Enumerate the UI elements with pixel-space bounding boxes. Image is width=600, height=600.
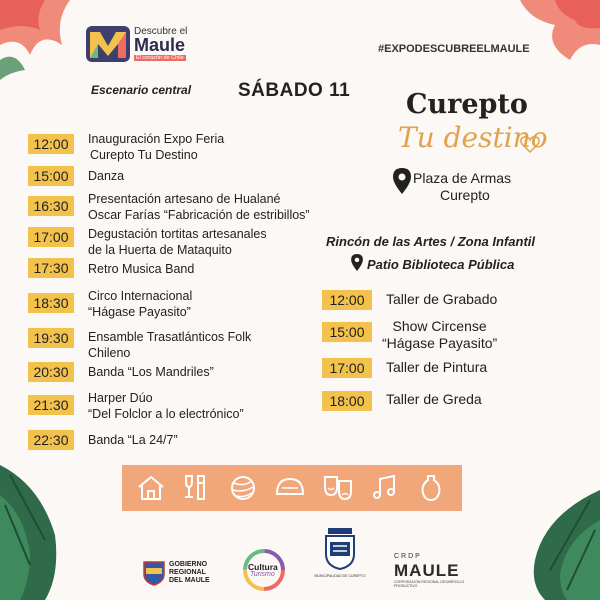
rincon-event-line: Taller de Grabado [386,291,498,307]
schedule-time: 18:30 [28,293,74,313]
schedule-event [88,261,194,277]
schedule-event-line: Harper Dúo [88,391,153,405]
schedule-time: 15:00 [28,166,74,186]
schedule-event [88,288,192,320]
municipalidad-logo [314,528,366,594]
schedule-time: 20:30 [28,362,74,382]
cultura-turismo-logo [240,548,288,592]
schedule-event-line: Banda “La 24/7” [88,433,178,447]
rincon-event [386,391,482,408]
stage-label: Escenario central [91,83,192,97]
house-icon [136,475,166,501]
schedule-time: 16:30 [28,196,74,216]
rincon-time: 12:00 [322,290,372,310]
schedule-event-line: Banda “Los Mandriles” [88,365,214,379]
schedule-event [88,390,244,422]
crdp-line2: MAULE [394,561,460,580]
gob-line1: GOBIERNO [169,561,208,568]
location-pin-icon [393,168,411,194]
muni-caption: MUNICIPALIDAD DE CUREPTO [314,574,366,578]
rincon-time: 15:00 [322,322,372,342]
music-notes-icon [370,473,400,503]
location-pin-icon [351,254,363,271]
schedule-event-line: de la Huerta de Mataquito [88,243,232,257]
pottery-jar-icon [416,473,446,503]
rincon-event [382,318,497,352]
schedule-event-line: Oscar Farías “Fabricación de estribillos” [88,208,310,222]
rincon-event [386,291,497,308]
schedule-time: 21:30 [28,395,74,415]
cultura-line2: Turismo [250,571,275,578]
schedule-event-line: Chileno [88,346,131,360]
schedule-event-line: Inauguración Expo Feria [88,132,225,146]
schedule-event [88,131,224,163]
schedule-event-line: “Del Folclor a lo electrónico” [88,407,244,421]
crdp-maule-logo [394,553,466,589]
schedule-time: 17:30 [28,258,74,278]
place-line1: Plaza de Armas [413,170,512,186]
empanada-icon [274,474,306,502]
schedule-event-line: Presentación artesano de Hualané [88,192,281,206]
logo-big-text: Maule [134,35,186,55]
schedule-event-line: “Hágase Payasito” [88,305,191,319]
gob-line2: REGIONAL [169,569,206,576]
regional-shield-icon [142,560,166,586]
theater-masks-icon [322,473,354,503]
yarn-ball-icon [228,473,258,503]
rincon-event-line: Show Circense [392,318,487,334]
schedule-event [88,191,310,223]
schedule-event [88,432,178,448]
gobierno-regional-logo [142,560,222,586]
crdp-line1: CRDP [394,553,422,560]
heart-icon [520,135,540,153]
logo-tag-text: El corazón de Chile [136,55,184,61]
leaf-bottom-left-decoration [0,455,80,600]
rincon-event-line: Taller de Pintura [386,359,488,375]
leaf-bottom-right-decoration [505,490,600,600]
wine-icon [180,473,210,503]
schedule-event [88,364,214,380]
schedule-time: 12:00 [28,134,74,154]
rincon-event [386,359,487,376]
municipal-crest-icon [324,528,356,570]
schedule-time: 22:30 [28,430,74,450]
schedule-event-line: Circo Internacional [88,289,193,303]
schedule-event-line: Danza [88,169,125,183]
schedule-event [88,168,124,184]
place-line2: Curepto [440,187,490,203]
schedule-time: 19:30 [28,328,74,348]
schedule-time: 17:00 [28,227,74,247]
schedule-event [88,329,251,361]
activity-icon-band [122,465,462,511]
schedule-event-line: Ensamble Trasatlánticos Folk [88,330,252,344]
rincon-time: 18:00 [322,391,372,411]
schedule-event [88,226,267,258]
schedule-event-line: Degustación tortitas artesanales [88,227,267,241]
flower-top-right-decoration [500,0,600,70]
date-title: SÁBADO 11 [238,80,351,101]
schedule-event-line: Retro Musica Band [88,262,195,276]
rincon-event-line: Taller de Greda [386,391,482,407]
gob-line3: DEL MAULE [169,577,210,584]
rincon-time: 17:00 [322,358,372,378]
maule-logo-icon [86,26,130,62]
rincon-event-line: “Hágase Payasito” [382,335,498,351]
rincon-title: Rincón de las Artes / Zona Infantil [326,234,535,249]
tu-destino-script: Tu destino [398,121,548,154]
crdp-line3: CORPORACIÓN REGIONAL DESARROLLO PRODUCTIVO [394,580,465,588]
maule-logo [86,26,196,62]
rincon-place: Patio Biblioteca Pública [367,257,515,272]
hashtag: #EXPODESCUBREELMAULE [378,43,530,55]
flower-top-left-decoration [0,0,90,90]
cultura-line1: Cultura [248,562,278,572]
schedule-event-line: Curepto Tu Destino [90,148,198,162]
curepto-title: Curepto [406,89,528,120]
logo-small-text: Descubre el [134,26,188,37]
